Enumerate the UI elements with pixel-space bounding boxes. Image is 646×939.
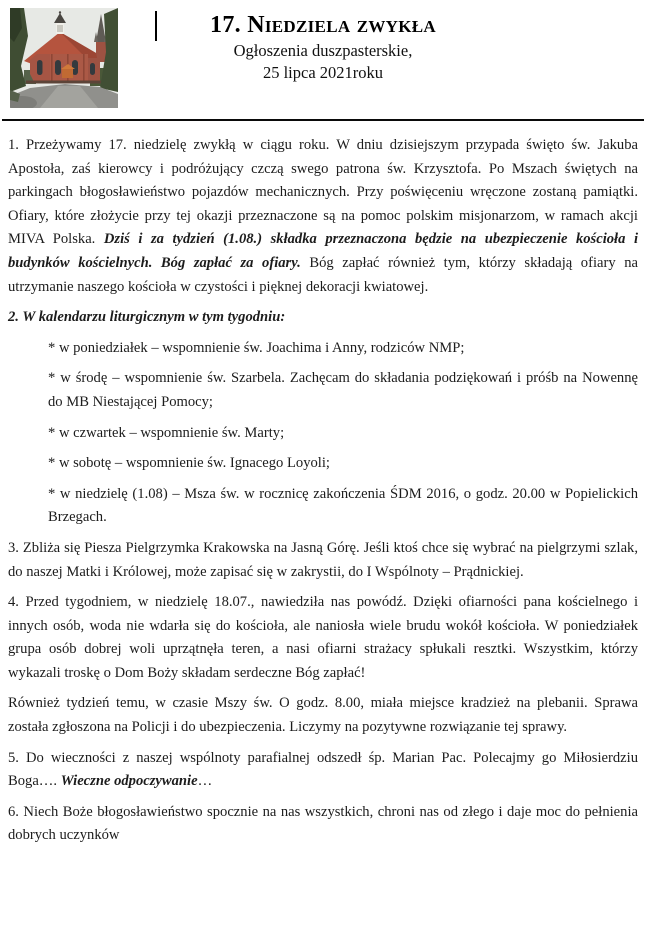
header-title-block — [0, 10, 646, 84]
list-item-wednesday: * w środę – wspomnienie św. Szarbela. Zachęcam do składania podziękowań i próśb na Nowennę do MB Niestającej Pomocy; — [48, 370, 638, 410]
list-item-saturday: * w sobotę – wspomnienie św. Ignacego Loyoli; — [48, 455, 330, 472]
announcements-body — [8, 134, 638, 855]
list-item-thursday: * w czwartek – wspomnienie św. Marty; — [48, 424, 285, 441]
paragraph-pilgrimage: 3. Zbliża się Piesza Pielgrzymka Krakowska na Jasną Górę. Jeśli ktoś chce się wybrać na pielgrzymi szlak, do naszej Matki i Królowej, może zapisać się w zakrystii, do I Wspólnoty – Prądnickiej. — [8, 539, 638, 580]
paragraph-flood: 4. Przed tygodniem, w niedzielę 18.07., nawiedziła nas powódź. Dzięki ofiarności pana kościelnego i innych osób, woda nie wdarła się do kościoła, ale naniosła wiele brudu wokół kościoła. W poniedziałek grupa osób dobrej woli uprzątnęła teren, a nasi ofiarni strażacy spłukali resztki. Wszystkim, którzy wykazali troskę o Dom Boży składam serdeczne Bóg zapłać! — [8, 594, 638, 681]
page-title: 17. Niedziela zwykła — [210, 12, 436, 38]
p6-text-2: … — [197, 773, 213, 790]
paragraph-obituary — [8, 747, 638, 794]
paragraph-theft: Również tydzień temu, w czasie Mszy św. O godz. 8.00, miała miejsce kradzież na plebanii. Sprawa została zgłoszona na Policji i do ubezpieczenia. Liczymy na pozytywne rozwiązanie tej sprawy. — [8, 695, 638, 736]
list-item-monday: * w poniedziałek – wspomnienie św. Joachima i Anny, rodziców NMP; — [48, 339, 465, 356]
p1-emphasis: Dziś i za tydzień (1.08.) składka przeznaczona będzie na ubezpieczenie kościoła i budynków kościelnych. Bóg zapłać za ofiary. — [8, 231, 638, 271]
p6-text-1: 5. Do wieczności z naszej wspólnoty parafialnej odszedł śp. Marian Pac. Polecajmy go Miłosierdziu Boga…. — [8, 749, 638, 790]
paragraph-blessing: 6. Niech Boże błogosławieństwo spocznie na nas wszystkich, chroni nas od złego i daje moc do pełnienia dobrych uczynków — [8, 803, 638, 844]
p1-text-1: 1. Przeżywamy 17. niedzielę zwykłą w ciągu roku. W dniu dzisiejszym przypada święto św. Jakuba Apostoła, zaś kierowcy i podróżujący czczą swego patrona św. Krzysztofa. Po Mszach świętych na parkingach błogosławieństwo pojazdów mechanicznych. Przy poświęceniu wręczone zostaną pamiątki. Ofiary, które złożycie przy tej okazji przeznaczone są na pomoc polskim misjonarzom, w ramach akcji MIVA Polska. — [8, 137, 638, 248]
subtitle-line-2: 25 lipca 2021roku — [262, 63, 384, 82]
horizontal-rule — [2, 119, 644, 121]
p1-text-2: Bóg zapłać również tym, którzy składają ofiary na utrzymanie naszego kościoła w czystości i pięknej dekoracji kwiatowej. — [8, 254, 638, 295]
liturgical-calendar-heading: 2. W kalendarzu liturgicznym w tym tygodniu: — [8, 309, 286, 326]
list-item-sunday: * w niedzielę (1.08) – Msza św. w rocznicę zakończenia ŚDM 2016, o godz. 20.00 w Popielickich Brzegach. — [48, 485, 638, 526]
paragraph-announcement-1 — [8, 134, 638, 299]
p6-emphasis: Wieczne odpoczywanie — [60, 773, 198, 790]
subtitle-line-1: Ogłoszenia duszpasterskie, — [233, 41, 413, 60]
